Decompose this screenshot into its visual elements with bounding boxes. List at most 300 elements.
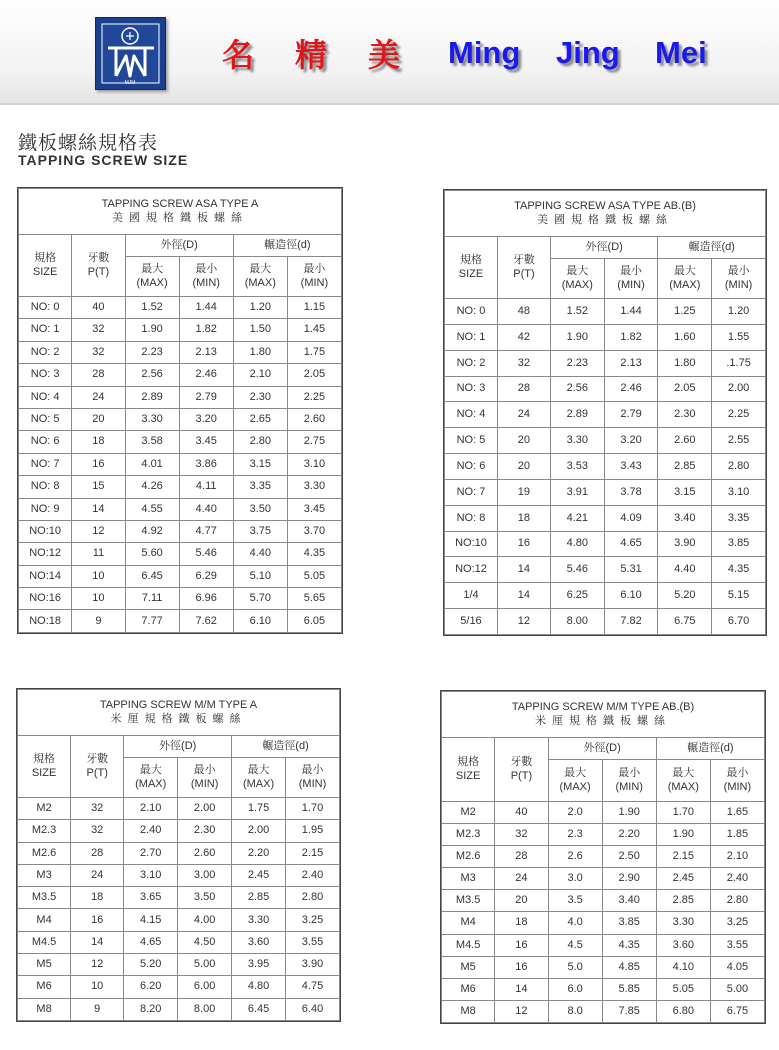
- cell-root-max: 6.80: [656, 1000, 710, 1022]
- cell-size: NO: 0: [19, 297, 72, 319]
- cell-size: M2: [18, 798, 71, 820]
- table-row: [19, 610, 342, 633]
- min-header-cn: 最小: [195, 263, 218, 276]
- min-header: [710, 760, 764, 802]
- cell-outer-min: 6.00: [178, 976, 232, 998]
- cell-pitch: 10: [72, 565, 125, 587]
- cell-pitch: 40: [72, 297, 125, 319]
- table-row: [442, 934, 765, 956]
- size-header: [18, 736, 71, 798]
- cell-pitch: 24: [497, 402, 550, 428]
- cell-outer-max: 8.20: [124, 998, 178, 1020]
- cell-root-max: 2.15: [656, 846, 710, 868]
- table-title-en: TAPPING SCREW M/M TYPE AB.(B): [511, 700, 695, 713]
- cell-outer-min: 3.50: [178, 887, 232, 909]
- cell-size: NO:12: [445, 557, 498, 583]
- cell-outer-min: 7.62: [179, 610, 233, 633]
- cell-root-max: 1.60: [658, 324, 712, 350]
- max-header-cn: 最大: [139, 764, 162, 777]
- cell-size: NO: 3: [445, 376, 498, 402]
- cell-size: NO: 6: [19, 431, 72, 453]
- table-title-cn: 美國規格鐵板螺絲: [537, 213, 673, 226]
- cell-outer-max: 5.0: [548, 956, 602, 978]
- cell-root-max: 4.80: [232, 976, 286, 998]
- cell-outer-min: 2.50: [602, 846, 656, 868]
- cell-root-min: 3.10: [712, 479, 766, 505]
- cell-root-min: 6.70: [712, 609, 766, 635]
- pitch-header-cn: 牙數: [86, 753, 109, 766]
- cell-root-min: 3.55: [286, 931, 340, 953]
- cell-size: NO: 8: [445, 505, 498, 531]
- min-header-cn: 最小: [618, 767, 641, 780]
- cell-outer-min: 4.11: [179, 476, 233, 498]
- cell-pitch: 9: [71, 998, 124, 1020]
- brand-en-2: Jing: [556, 35, 620, 70]
- cell-outer-max: 3.10: [124, 864, 178, 886]
- cell-root-max: 1.75: [232, 798, 286, 820]
- max-header-en: (MAX): [561, 278, 593, 291]
- cell-size: M4: [18, 909, 71, 931]
- cell-pitch: 24: [71, 864, 124, 886]
- cell-size: NO: 5: [445, 428, 498, 454]
- page-title-en: TAPPING SCREW SIZE: [18, 152, 189, 168]
- cell-pitch: 28: [72, 364, 125, 386]
- cell-size: NO:18: [19, 610, 72, 633]
- table-row: [445, 583, 766, 609]
- cell-outer-max: 4.5: [548, 934, 602, 956]
- size-header-en: SIZE: [32, 265, 58, 278]
- max-header: [232, 758, 286, 798]
- cell-root-max: 3.60: [232, 931, 286, 953]
- cell-outer-min: 3.45: [179, 431, 233, 453]
- cell-root-max: 2.20: [232, 842, 286, 864]
- table-row: [442, 802, 765, 824]
- cell-root-min: 2.80: [712, 454, 766, 480]
- cell-outer-min: 4.00: [178, 909, 232, 931]
- pitch-header-cn: 牙數: [512, 254, 535, 267]
- cell-outer-min: 7.82: [604, 609, 658, 635]
- cell-root-max: 3.15: [658, 479, 712, 505]
- size-header-en: SIZE: [31, 766, 57, 779]
- outer-diameter-header: 外徑(D): [125, 235, 233, 257]
- cell-pitch: 18: [71, 887, 124, 909]
- cell-root-min: 1.75: [287, 341, 341, 363]
- table-row: [19, 498, 342, 520]
- cell-root-min: 3.85: [712, 531, 766, 557]
- cell-root-min: 5.65: [287, 588, 341, 610]
- cell-size: M8: [18, 998, 71, 1020]
- max-header: [550, 259, 604, 299]
- root-diameter-header: 輾造徑(d): [658, 237, 766, 259]
- company-logo: [95, 17, 166, 90]
- cell-root-max: 1.20: [233, 297, 287, 319]
- cell-outer-max: 3.30: [550, 428, 604, 454]
- cell-outer-max: 6.45: [125, 565, 179, 587]
- cell-root-min: 3.70: [287, 520, 341, 542]
- max-header-cn: 最大: [249, 263, 272, 276]
- cell-size: NO: 8: [19, 476, 72, 498]
- cell-root-min: 1.45: [287, 319, 341, 341]
- cell-outer-max: 4.55: [125, 498, 179, 520]
- table-row: [18, 887, 340, 909]
- cell-root-min: 1.55: [712, 324, 766, 350]
- cell-root-min: 3.35: [712, 505, 766, 531]
- cell-pitch: 11: [72, 543, 125, 565]
- cell-root-min: 6.40: [286, 998, 340, 1020]
- cell-root-max: 5.70: [233, 588, 287, 610]
- table-row: [445, 609, 766, 635]
- cell-outer-max: 3.5: [548, 890, 602, 912]
- root-diameter-header: 輾造徑(d): [656, 738, 764, 760]
- cell-root-max: 3.75: [233, 520, 287, 542]
- cell-root-min: 6.05: [287, 610, 341, 633]
- cell-root-max: 3.40: [658, 505, 712, 531]
- cell-root-min: 3.45: [287, 498, 341, 520]
- cell-root-min: 1.95: [286, 820, 340, 842]
- max-header-en: (MAX): [244, 276, 276, 289]
- cell-pitch: 40: [495, 802, 548, 824]
- cell-root-max: 3.30: [232, 909, 286, 931]
- cell-root-min: 4.35: [712, 557, 766, 583]
- cell-outer-max: 4.21: [550, 505, 604, 531]
- cell-root-max: 3.30: [656, 912, 710, 934]
- cell-pitch: 15: [72, 476, 125, 498]
- cell-size: M2: [442, 802, 495, 824]
- cell-outer-max: 4.15: [124, 909, 178, 931]
- table-row: [18, 976, 340, 998]
- cell-size: NO:10: [19, 520, 72, 542]
- cell-root-max: 3.15: [233, 453, 287, 475]
- table-row: [19, 386, 342, 408]
- table-row: [442, 1000, 765, 1022]
- cell-outer-max: 6.25: [550, 583, 604, 609]
- brand-cn-2: 精: [295, 36, 328, 74]
- max-header: [656, 760, 710, 802]
- cell-outer-max: 4.80: [550, 531, 604, 557]
- table-row: [19, 565, 342, 587]
- table-row: [19, 297, 342, 319]
- cell-pitch: 9: [72, 610, 125, 633]
- cell-size: M8: [442, 1000, 495, 1022]
- pitch-header: [495, 738, 548, 802]
- cell-size: M3.5: [18, 887, 71, 909]
- cell-outer-max: 1.52: [550, 299, 604, 325]
- cell-size: NO: 3: [19, 364, 72, 386]
- pitch-header: [72, 235, 125, 297]
- cell-outer-max: 2.6: [548, 846, 602, 868]
- cell-outer-min: 2.30: [178, 820, 232, 842]
- cell-outer-max: 4.65: [124, 931, 178, 953]
- table-asa-type-ab: [443, 189, 767, 636]
- cell-outer-max: 6.20: [124, 976, 178, 998]
- cell-pitch: 16: [72, 453, 125, 475]
- cell-size: 5/16: [445, 609, 498, 635]
- cell-outer-min: 1.90: [602, 802, 656, 824]
- cell-pitch: 16: [71, 909, 124, 931]
- cell-size: M5: [18, 954, 71, 976]
- cell-pitch: 18: [495, 912, 548, 934]
- table-row: [445, 402, 766, 428]
- cell-outer-min: 1.44: [604, 299, 658, 325]
- brand-en-3: Mei: [655, 35, 707, 70]
- min-header-cn: 最小: [193, 764, 216, 777]
- cell-outer-min: 2.46: [604, 376, 658, 402]
- table-row: [442, 978, 765, 1000]
- cell-outer-min: 2.46: [179, 364, 233, 386]
- cell-outer-min: 4.40: [179, 498, 233, 520]
- cell-pitch: 42: [497, 324, 550, 350]
- cell-root-min: 2.75: [287, 431, 341, 453]
- outer-diameter-header: 外徑(D): [548, 738, 656, 760]
- cell-root-max: 4.10: [656, 956, 710, 978]
- cell-pitch: 16: [495, 956, 548, 978]
- cell-outer-min: 2.13: [604, 350, 658, 376]
- pitch-header: [497, 237, 550, 299]
- table-caption: [442, 692, 765, 738]
- cell-root-max: 5.20: [658, 583, 712, 609]
- cell-outer-min: 3.20: [604, 428, 658, 454]
- brand-en-1: Ming: [448, 35, 521, 70]
- cell-outer-max: 2.56: [125, 364, 179, 386]
- table-caption: [19, 189, 342, 235]
- cell-outer-min: 4.65: [604, 531, 658, 557]
- cell-pitch: 32: [71, 798, 124, 820]
- max-header-en: (MAX): [559, 780, 591, 793]
- table-row: [442, 890, 765, 912]
- cell-size: NO:14: [19, 565, 72, 587]
- min-header: [286, 758, 340, 798]
- cell-outer-max: 4.0: [548, 912, 602, 934]
- min-header: [604, 259, 658, 299]
- max-header-cn: 最大: [141, 263, 164, 276]
- cell-outer-min: 3.00: [178, 864, 232, 886]
- brand-cn-3: 美: [368, 36, 401, 74]
- cell-root-max: 2.60: [658, 428, 712, 454]
- cell-pitch: 14: [71, 931, 124, 953]
- cell-pitch: 18: [72, 431, 125, 453]
- table-row: [445, 350, 766, 376]
- cell-root-min: 4.75: [286, 976, 340, 998]
- table-row: [19, 476, 342, 498]
- cell-outer-max: 5.46: [550, 557, 604, 583]
- cell-root-max: 5.05: [656, 978, 710, 1000]
- size-header: [445, 237, 498, 299]
- cell-outer-max: 3.91: [550, 479, 604, 505]
- cell-root-min: 5.00: [710, 978, 764, 1000]
- cell-outer-min: 3.43: [604, 454, 658, 480]
- cell-size: M6: [18, 976, 71, 998]
- pitch-header-en: P(T): [87, 265, 110, 278]
- max-header-cn: 最大: [566, 265, 589, 278]
- cell-root-min: 3.90: [286, 954, 340, 976]
- pitch-header-en: P(T): [513, 267, 535, 280]
- cell-size: NO:16: [19, 588, 72, 610]
- table-row: [18, 998, 340, 1020]
- size-header-cn: 規格: [457, 756, 480, 769]
- pitch-header-en: P(T): [86, 766, 108, 779]
- table-row: [445, 531, 766, 557]
- cell-outer-max: 7.77: [125, 610, 179, 633]
- cell-root-min: 1.15: [287, 297, 341, 319]
- cell-size: M3.5: [442, 890, 495, 912]
- min-header-cn: 最小: [303, 263, 326, 276]
- cell-outer-min: 3.20: [179, 408, 233, 430]
- cell-pitch: 28: [495, 846, 548, 868]
- cell-outer-max: 1.90: [125, 319, 179, 341]
- table-row: [19, 341, 342, 363]
- table-row: [442, 912, 765, 934]
- size-header: [19, 235, 72, 297]
- cell-size: M2.3: [18, 820, 71, 842]
- table-row: [442, 846, 765, 868]
- cell-outer-min: 5.46: [179, 543, 233, 565]
- cell-root-max: 2.85: [656, 890, 710, 912]
- table-row: [18, 820, 340, 842]
- cell-root-max: 6.45: [232, 998, 286, 1020]
- cell-pitch: 10: [71, 976, 124, 998]
- min-header-en: (MIN): [298, 777, 327, 790]
- page-title-cn: 鐵板螺絲規格表: [18, 132, 159, 154]
- table-title-en: TAPPING SCREW ASA TYPE AB.(B): [514, 199, 696, 212]
- max-header: [125, 257, 179, 297]
- cell-root-min: 2.80: [286, 887, 340, 909]
- cell-root-min: 3.25: [286, 909, 340, 931]
- cell-root-max: 4.40: [658, 557, 712, 583]
- cell-root-min: 2.05: [287, 364, 341, 386]
- cell-outer-max: 2.3: [548, 824, 602, 846]
- table-row: [445, 324, 766, 350]
- cell-outer-min: 3.86: [179, 453, 233, 475]
- cell-root-min: 2.40: [710, 868, 764, 890]
- max-header: [124, 758, 178, 798]
- table-caption: [18, 690, 340, 736]
- cell-outer-max: 2.89: [550, 402, 604, 428]
- table-title-cn: 米厘規格鐵板螺絲: [110, 712, 247, 725]
- cell-pitch: 24: [495, 868, 548, 890]
- cell-pitch: 12: [495, 1000, 548, 1022]
- cell-root-min: 4.05: [710, 956, 764, 978]
- cell-root-max: 6.75: [658, 609, 712, 635]
- cell-root-min: 1.20: [712, 299, 766, 325]
- min-header-en: (MIN): [192, 276, 220, 289]
- table-title-cn: 美國規格鐵板螺絲: [112, 211, 248, 224]
- cell-outer-max: 3.0: [548, 868, 602, 890]
- size-header-cn: 規格: [34, 252, 57, 265]
- cell-outer-max: 4.01: [125, 453, 179, 475]
- cell-pitch: 16: [497, 531, 550, 557]
- cell-outer-min: 6.10: [604, 583, 658, 609]
- max-header-en: (MAX): [667, 780, 699, 793]
- cell-root-max: 2.65: [233, 408, 287, 430]
- cell-outer-max: 1.90: [550, 324, 604, 350]
- cell-size: NO: 2: [19, 341, 72, 363]
- cell-pitch: 20: [497, 428, 550, 454]
- cell-outer-max: 2.70: [124, 842, 178, 864]
- min-header-en: (MIN): [617, 278, 645, 291]
- cell-size: 1/4: [445, 583, 498, 609]
- cell-size: M6: [442, 978, 495, 1000]
- cell-root-max: 1.70: [656, 802, 710, 824]
- cell-pitch: 48: [497, 299, 550, 325]
- cell-root-max: 3.95: [232, 954, 286, 976]
- table-row: [18, 864, 340, 886]
- cell-outer-min: 1.82: [604, 324, 658, 350]
- cell-size: NO: 4: [19, 386, 72, 408]
- cell-outer-min: 2.90: [602, 868, 656, 890]
- pitch-header-cn: 牙數: [510, 756, 533, 769]
- cell-size: NO: 1: [19, 319, 72, 341]
- table-row: [445, 479, 766, 505]
- cell-size: NO: 4: [445, 402, 498, 428]
- cell-outer-min: 1.82: [179, 319, 233, 341]
- outer-diameter-header: 外徑(D): [550, 237, 658, 259]
- cell-pitch: 14: [497, 557, 550, 583]
- table-asa-type-a: [17, 187, 343, 634]
- pitch-header: [71, 736, 124, 798]
- cell-pitch: 32: [72, 319, 125, 341]
- cell-outer-min: 4.50: [178, 931, 232, 953]
- table-row: [445, 299, 766, 325]
- cell-outer-max: 2.23: [550, 350, 604, 376]
- table-row: [445, 557, 766, 583]
- cell-outer-max: 8.00: [550, 609, 604, 635]
- cell-size: M3: [18, 864, 71, 886]
- table-row: [19, 453, 342, 475]
- cell-pitch: 10: [72, 588, 125, 610]
- cell-size: M4.5: [442, 934, 495, 956]
- min-header-cn: 最小: [620, 265, 643, 278]
- table-row: [442, 824, 765, 846]
- table-row: [19, 408, 342, 430]
- cell-root-max: 2.00: [232, 820, 286, 842]
- table-row: [445, 428, 766, 454]
- cell-root-max: 2.30: [233, 386, 287, 408]
- cell-outer-max: 4.26: [125, 476, 179, 498]
- cell-size: M3: [442, 868, 495, 890]
- cell-root-min: .1.75: [712, 350, 766, 376]
- table-row: [18, 931, 340, 953]
- cell-pitch: 32: [72, 341, 125, 363]
- cell-outer-max: 5.60: [125, 543, 179, 565]
- table-row: [19, 319, 342, 341]
- cell-outer-max: 2.0: [548, 802, 602, 824]
- min-header: [712, 259, 766, 299]
- cell-pitch: 32: [497, 350, 550, 376]
- size-header-cn: 規格: [33, 753, 56, 766]
- cell-outer-min: 2.60: [178, 842, 232, 864]
- cell-outer-min: 4.35: [602, 934, 656, 956]
- cell-pitch: 14: [495, 978, 548, 1000]
- cell-root-min: 4.35: [287, 543, 341, 565]
- cell-outer-max: 3.65: [124, 887, 178, 909]
- cell-root-min: 2.15: [286, 842, 340, 864]
- cell-outer-min: 4.09: [604, 505, 658, 531]
- cell-outer-max: 2.23: [125, 341, 179, 363]
- cell-size: NO: 7: [445, 479, 498, 505]
- table-row: [19, 543, 342, 565]
- max-header-cn: 最大: [673, 265, 696, 278]
- outer-diameter-header: 外徑(D): [124, 736, 232, 758]
- cell-outer-max: 6.0: [548, 978, 602, 1000]
- cell-root-max: 3.35: [233, 476, 287, 498]
- cell-root-min: 5.05: [287, 565, 341, 587]
- cell-root-min: 3.30: [287, 476, 341, 498]
- cell-outer-min: 5.85: [602, 978, 656, 1000]
- cell-size: M2.6: [18, 842, 71, 864]
- cell-root-max: 3.90: [658, 531, 712, 557]
- table-row: [442, 868, 765, 890]
- cell-outer-min: 4.85: [602, 956, 656, 978]
